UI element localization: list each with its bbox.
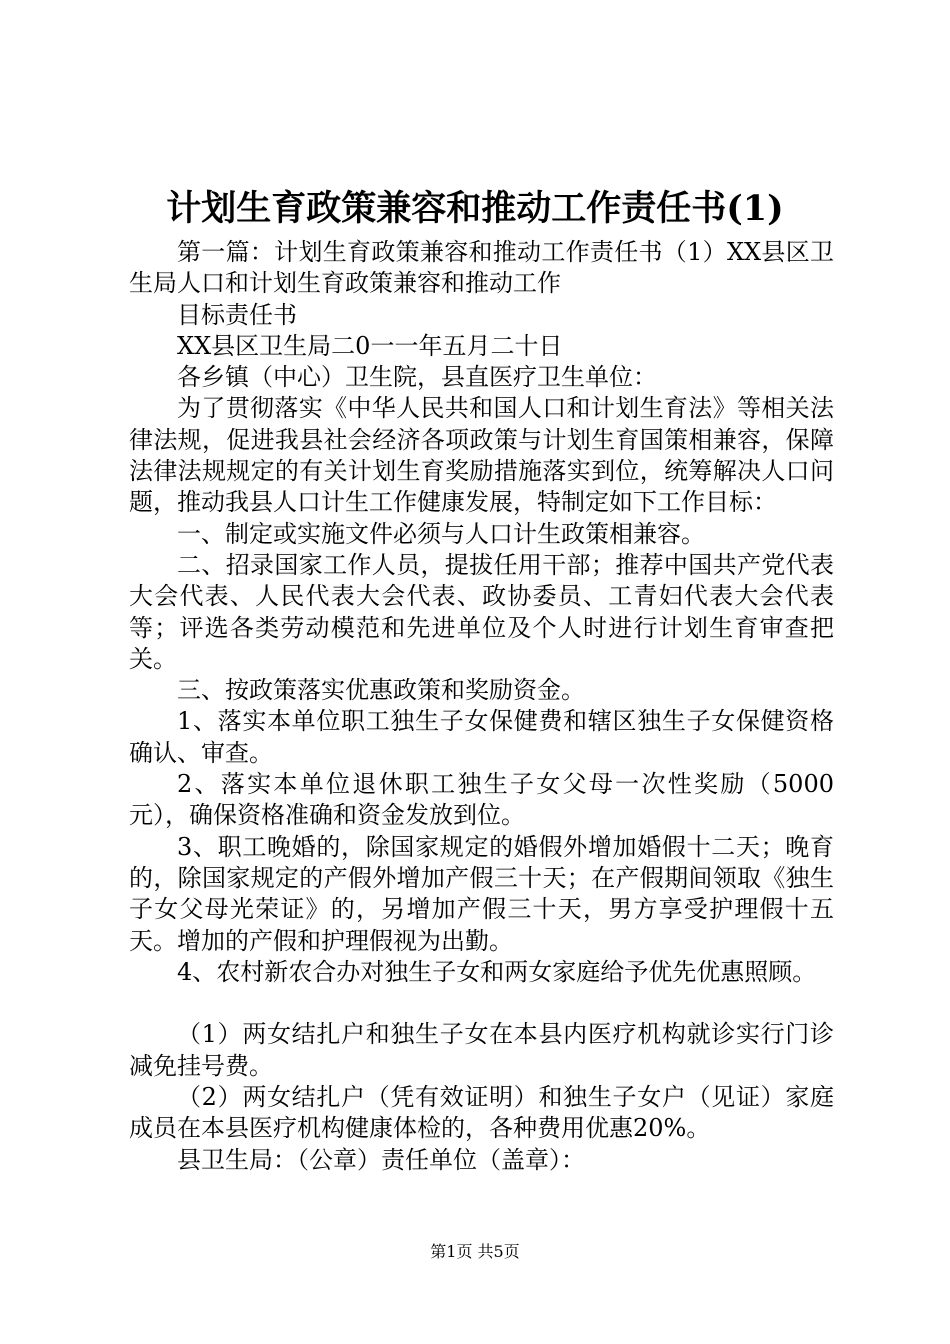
paragraph-subitem-2: 2、落实本单位退休职工独生子女父母一次性奖励（5000元），确保资格准确和资金发放到位。 [129, 770, 834, 830]
paragraph-item-2: 二、招录国家工作人员，提拔任用干部；推荐中国共产党代表大会代表、人民代表大会代表、政协委员、工青妇代表大会代表等；评选各类劳动模范和先进单位及个人时进行计划生育审查把关。 [129, 550, 834, 673]
paragraph-subitem-3: 3、职工晚婚的，除国家规定的婚假外增加婚假十二天；晚育的，除国家规定的产假外增加产假三十天；在产假期间领取《独生子女父母光荣证》的，另增加产假三十天，男方享受护理假十五天。增加的产假和护理假视为出勤。 [129, 832, 834, 955]
paragraph-item-1: 一、制定或实施文件必须与人口计生政策相兼容。 [177, 519, 705, 548]
page-footer: 第1页 共5页 [430, 1242, 520, 1261]
paragraph-recipients: 各乡镇（中心）卫生院，县直医疗卫生单位： [177, 363, 657, 392]
paragraph-subtitle: 目标责任书 [177, 300, 297, 329]
paragraph-subitem-4: 4、农村新农合办对独生子女和两女家庭给予优先优惠照顾。 [177, 957, 817, 986]
paragraph-clause-1: （1）两女结扎户和独生子女在本县内医疗机构就诊实行门诊减免挂号费。 [129, 1020, 834, 1080]
paragraph-signature-line: 县卫生局：（公章）责任单位（盖章）： [177, 1145, 585, 1174]
paragraph-subitem-1: 1、落实本单位职工独生子女保健费和辖区独生子女保健资格确认、审查。 [129, 707, 834, 767]
document-title: 计划生育政策兼容和推动工作责任书(1) [166, 188, 784, 229]
paragraph-clause-2: （2）两女结扎户（凭有效证明）和独生子女户（见证）家庭成员在本县医疗机构健康体检的，各种费用优惠20%。 [129, 1083, 834, 1143]
document-body [129, 237, 834, 1176]
paragraph-item-3: 三、按政策落实优惠政策和奖励资金。 [177, 676, 585, 705]
paragraph-issuer-date: XX县区卫生局二0一一年五月二十日 [177, 331, 563, 360]
paragraph-intro: 第一篇：计划生育政策兼容和推动工作责任书（1）XX县区卫生局人口和计划生育政策兼容和推动工作 [129, 238, 834, 298]
paragraph-purpose: 为了贯彻落实《中华人民共和国人口和计划生育法》等相关法律法规，促进我县社会经济各项政策与计划生育国策相兼容，保障法律法规规定的有关计划生育奖励措施落实到位，统筹解决人口问题，推动我县人口计生工作健康发展，特制定如下工作目标： [129, 394, 834, 517]
